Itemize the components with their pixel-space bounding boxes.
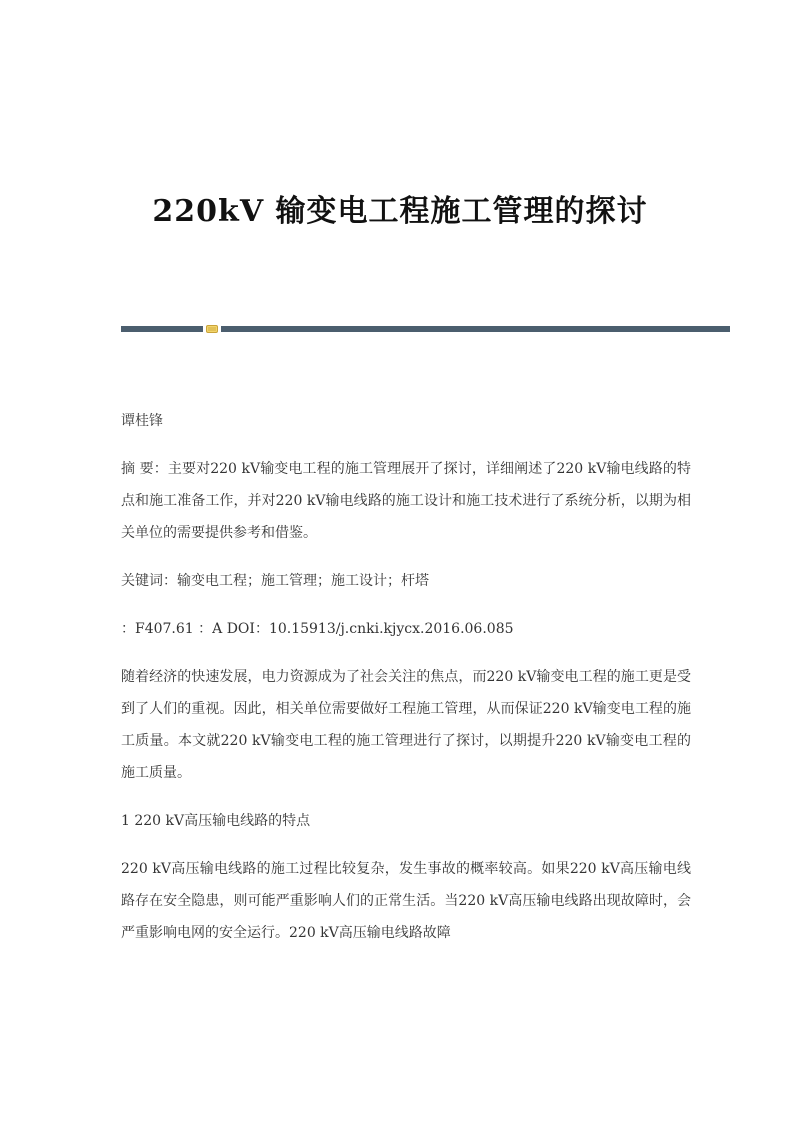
- document-body: [121, 405, 691, 965]
- title-divider: [121, 325, 730, 333]
- keywords-line: 关键词：输变电工程；施工管理；施工设计；杆塔: [121, 573, 429, 589]
- intro-paragraph: 随着经济的快速发展，电力资源成为了社会关注的焦点，而220 kV输变电工程的施工更是受到了人们的重视。因此，相关单位需要做好工程施工管理，从而保证220 kV输变电工程的施工质量。本文就220 kV输变电工程的施工管理进行了探讨，以期提升220 kV输变电工程的施工质量。: [121, 669, 691, 781]
- classification-line: ：F407.61 ：A DOI：10.15913/j.cnki.kjycx.2016.06.085: [121, 621, 514, 637]
- document-title: 220kV 输变电工程施工管理的探讨: [152, 194, 648, 229]
- divider-bar-right: [221, 326, 730, 332]
- divider-emblem-icon: [206, 325, 218, 333]
- divider-bar-left: [121, 326, 203, 332]
- author-name: 谭桂锋: [121, 413, 163, 429]
- abstract-paragraph: 摘 要：主要对220 kV输变电工程的施工管理展开了探讨，详细阐述了220 kV输电线路的特点和施工准备工作，并对220 kV输电线路的施工设计和施工技术进行了系统分析，以期为相关单位的需要提供参考和借鉴。: [121, 461, 691, 541]
- section-heading: 1 220 kV高压输电线路的特点: [121, 813, 311, 829]
- section-paragraph: 220 kV高压输电线路的施工过程比较复杂，发生事故的概率较高。如果220 kV高压输电线路存在安全隐患，则可能严重影响人们的正常生活。当220 kV高压输电线路出现故障时，会严重影响电网的安全运行。220 kV高压输电线路故障: [121, 861, 691, 941]
